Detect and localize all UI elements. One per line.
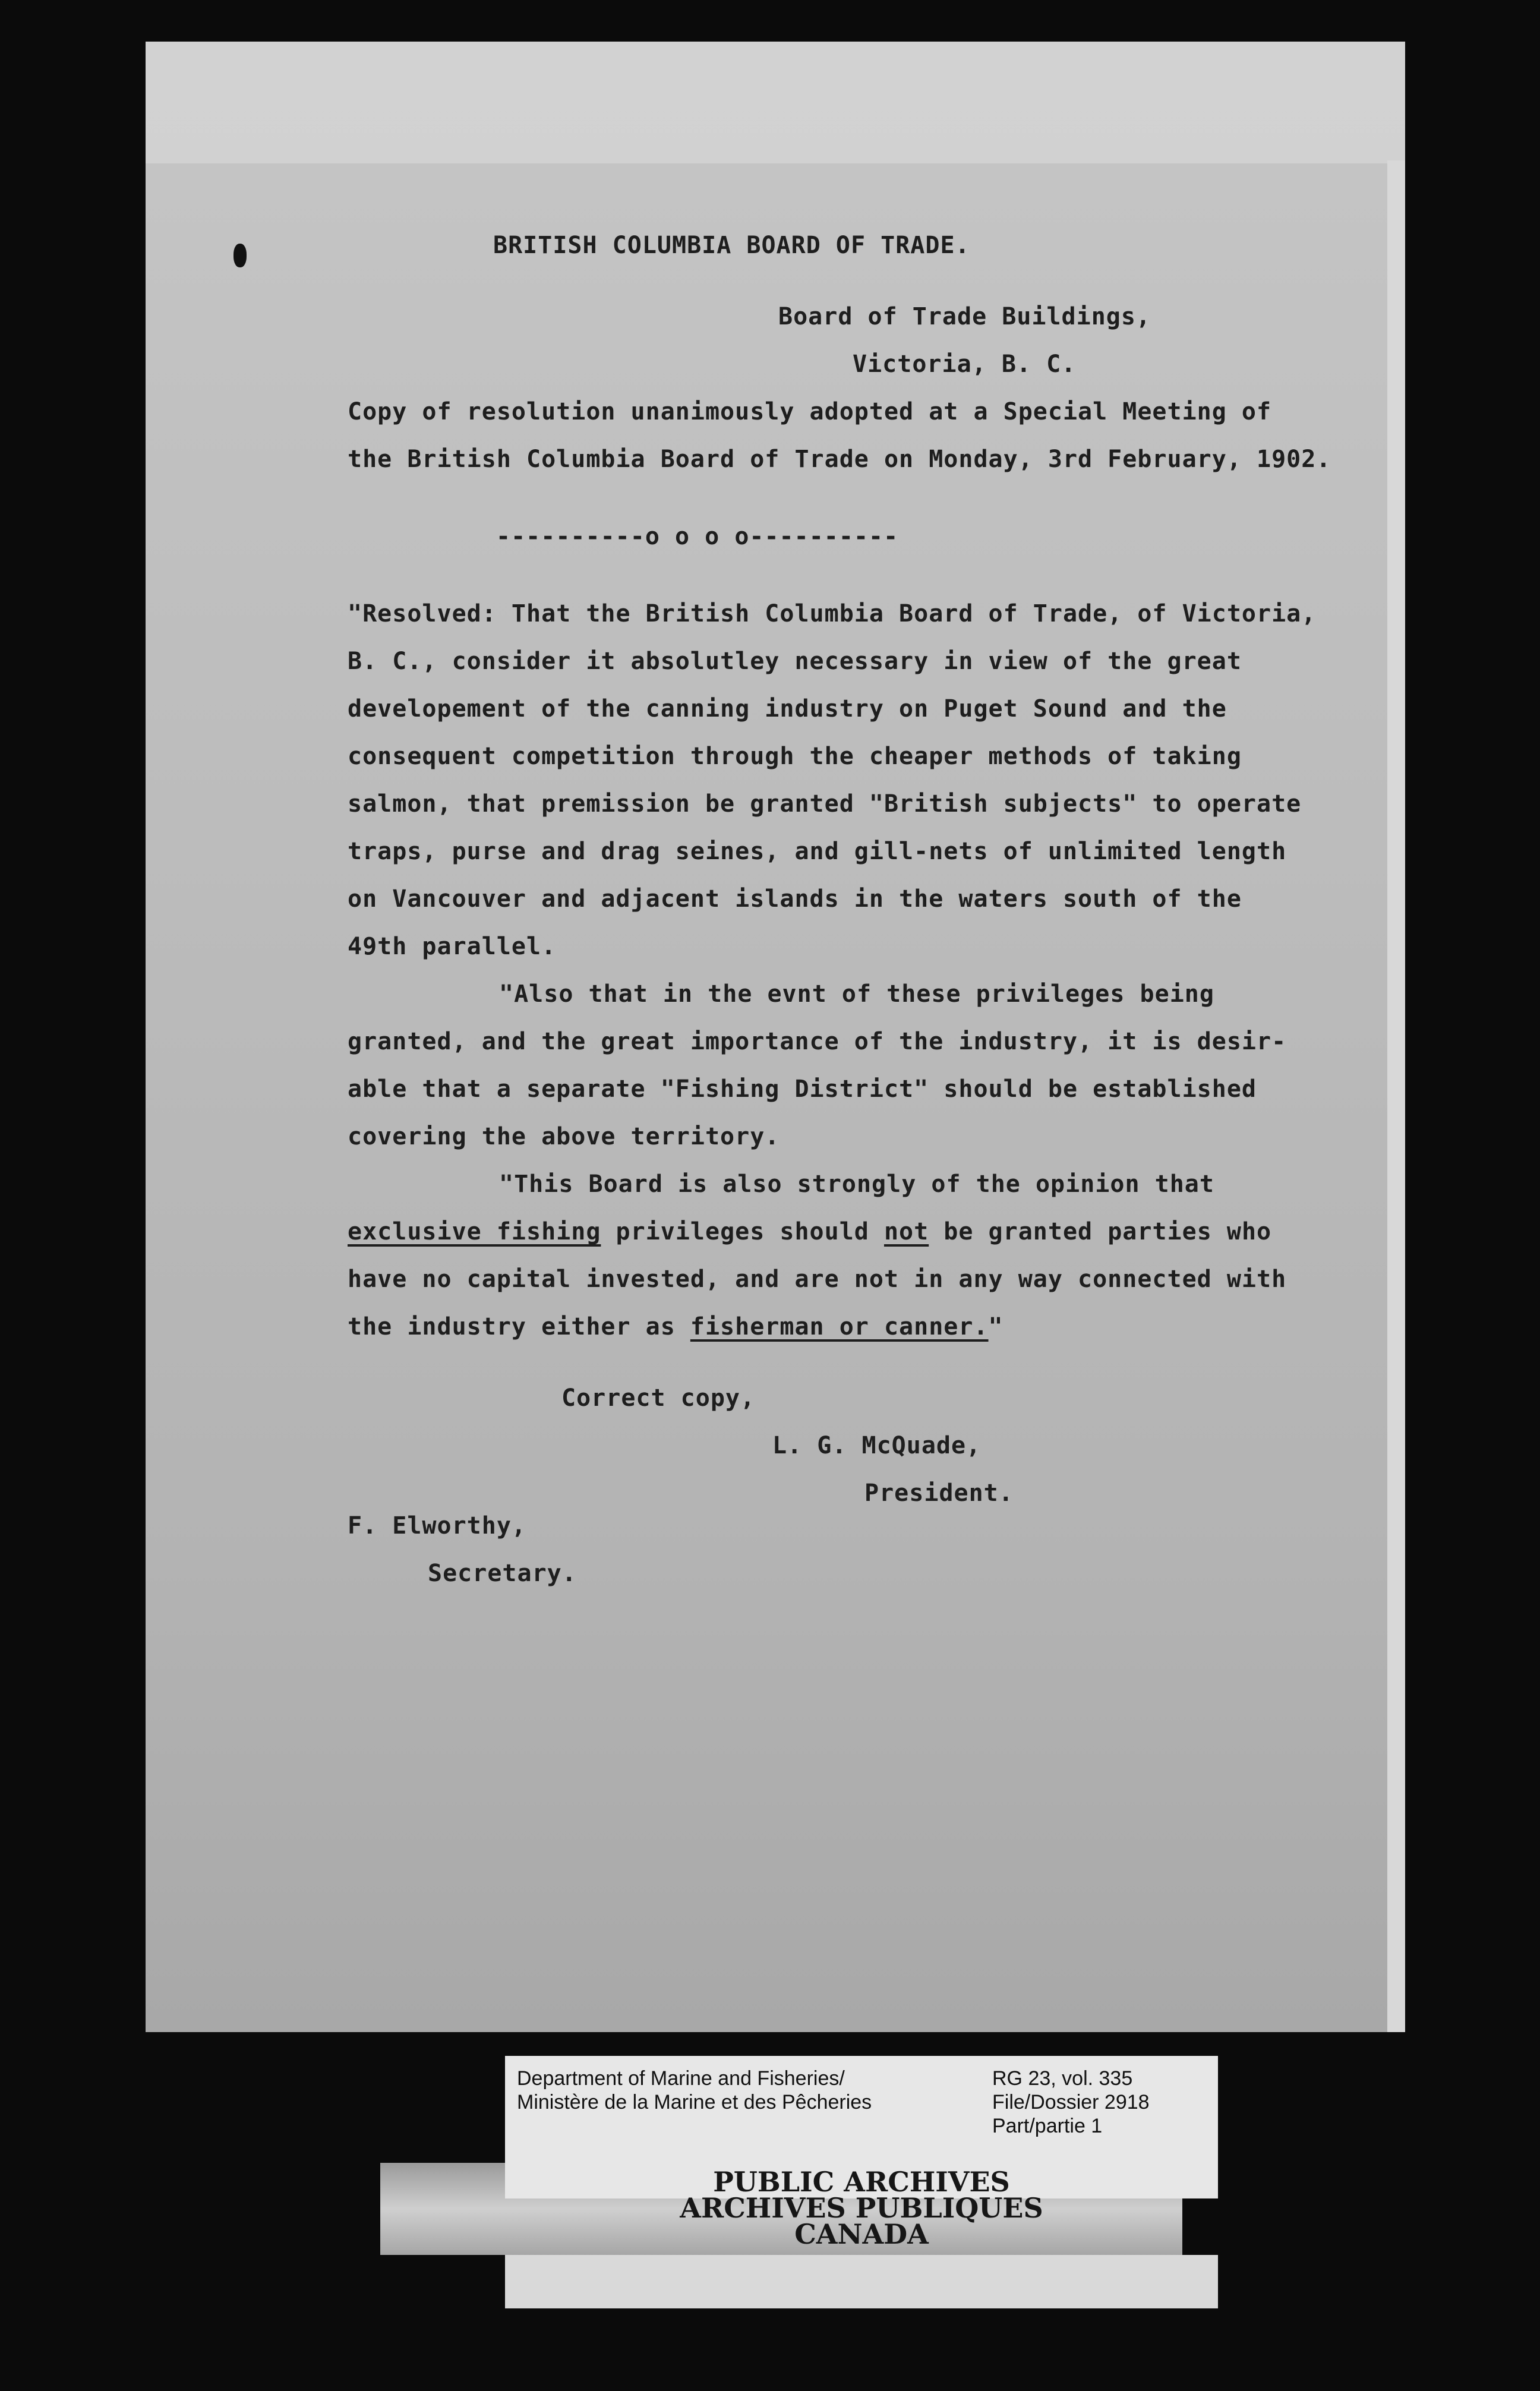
para2-line: covering the above territory. <box>348 1123 780 1150</box>
para1-line: consequent competition through the cheaper methods of taking <box>348 743 1242 770</box>
para3-line-4-end: " <box>988 1313 1003 1340</box>
label-bottom-strip <box>505 2255 1218 2308</box>
para2-line: granted, and the great importance of the industry, it is desir- <box>348 1028 1287 1055</box>
intro-line-1: Copy of resolution unanimously adopted at a Special Meeting of <box>348 398 1272 425</box>
secretary-title: Secretary. <box>428 1560 577 1587</box>
para2-line: "Also that in the evnt of these privileges being <box>499 980 1214 1008</box>
para1-line: traps, purse and drag seines, and gill-nets of unlimited length <box>348 838 1287 865</box>
underlined-exclusive-fishing: exclusive fishing <box>348 1218 601 1245</box>
dept-en: Department of Marine and Fisheries/ <box>517 2067 845 2090</box>
para3-line-1: "This Board is also strongly of the opinion that <box>499 1171 1214 1198</box>
president-title: President. <box>864 1480 1014 1507</box>
address-line-1: Board of Trade Buildings, <box>778 303 1151 330</box>
para3-line-4 <box>348 1313 1003 1340</box>
para3-line-2-end: be granted parties who <box>929 1218 1272 1245</box>
para3-line-2-mid: privileges should <box>601 1218 884 1245</box>
punch-hole <box>233 244 247 267</box>
underlined-not: not <box>883 1218 929 1245</box>
para3-line-4-start: the industry either as <box>348 1313 690 1340</box>
address-line-2: Victoria, B. C. <box>853 351 1077 378</box>
file-ref: File/Dossier 2918 <box>992 2091 1150 2114</box>
para1-line: salmon, that premission be granted "British subjects" to operate <box>348 790 1302 818</box>
dept-fr: Ministère de la Marine et des Pêcheries <box>517 2091 872 2114</box>
intro-line-2: the British Columbia Board of Trade on Monday, 3rd February, 1902. <box>348 446 1331 473</box>
stamp-line-3: CANADA <box>794 2218 929 2250</box>
correct-copy: Correct copy, <box>561 1384 756 1412</box>
separator: ----------o o o o---------- <box>496 523 899 550</box>
stamp-line-2: ARCHIVES PUBLIQUES <box>680 2192 1043 2224</box>
para1-line: B. C., consider it absolutley necessary in view of the great <box>348 648 1242 675</box>
secretary-name: F. Elworthy, <box>348 1512 526 1540</box>
underlined-fisherman-or-canner: fisherman or canner. <box>690 1313 989 1340</box>
part-ref: Part/partie 1 <box>992 2115 1103 2137</box>
para1-line: 49th parallel. <box>348 933 557 960</box>
sheet-edge <box>1387 160 1405 2032</box>
stamp-line-1: PUBLIC ARCHIVES <box>713 2166 1010 2198</box>
para1-line: on Vancouver and adjacent islands in the waters south of the <box>348 885 1242 913</box>
document-page <box>146 163 1387 2032</box>
para1-line: developement of the canning industry on Puget Sound and the <box>348 695 1227 723</box>
para1-line: "Resolved: That the British Columbia Board of Trade, of Victoria, <box>348 600 1317 627</box>
para2-line: able that a separate "Fishing District" should be established <box>348 1075 1257 1103</box>
para3-line-2 <box>348 1218 1271 1245</box>
archive-stamp-text <box>505 2166 1218 2250</box>
rg-ref: RG 23, vol. 335 <box>992 2067 1133 2090</box>
para3-line-3: have no capital invested, and are not in any way connected with <box>348 1266 1287 1293</box>
letter-heading: BRITISH COLUMBIA BOARD OF TRADE. <box>493 232 970 259</box>
president-name: L. G. McQuade, <box>772 1432 982 1459</box>
